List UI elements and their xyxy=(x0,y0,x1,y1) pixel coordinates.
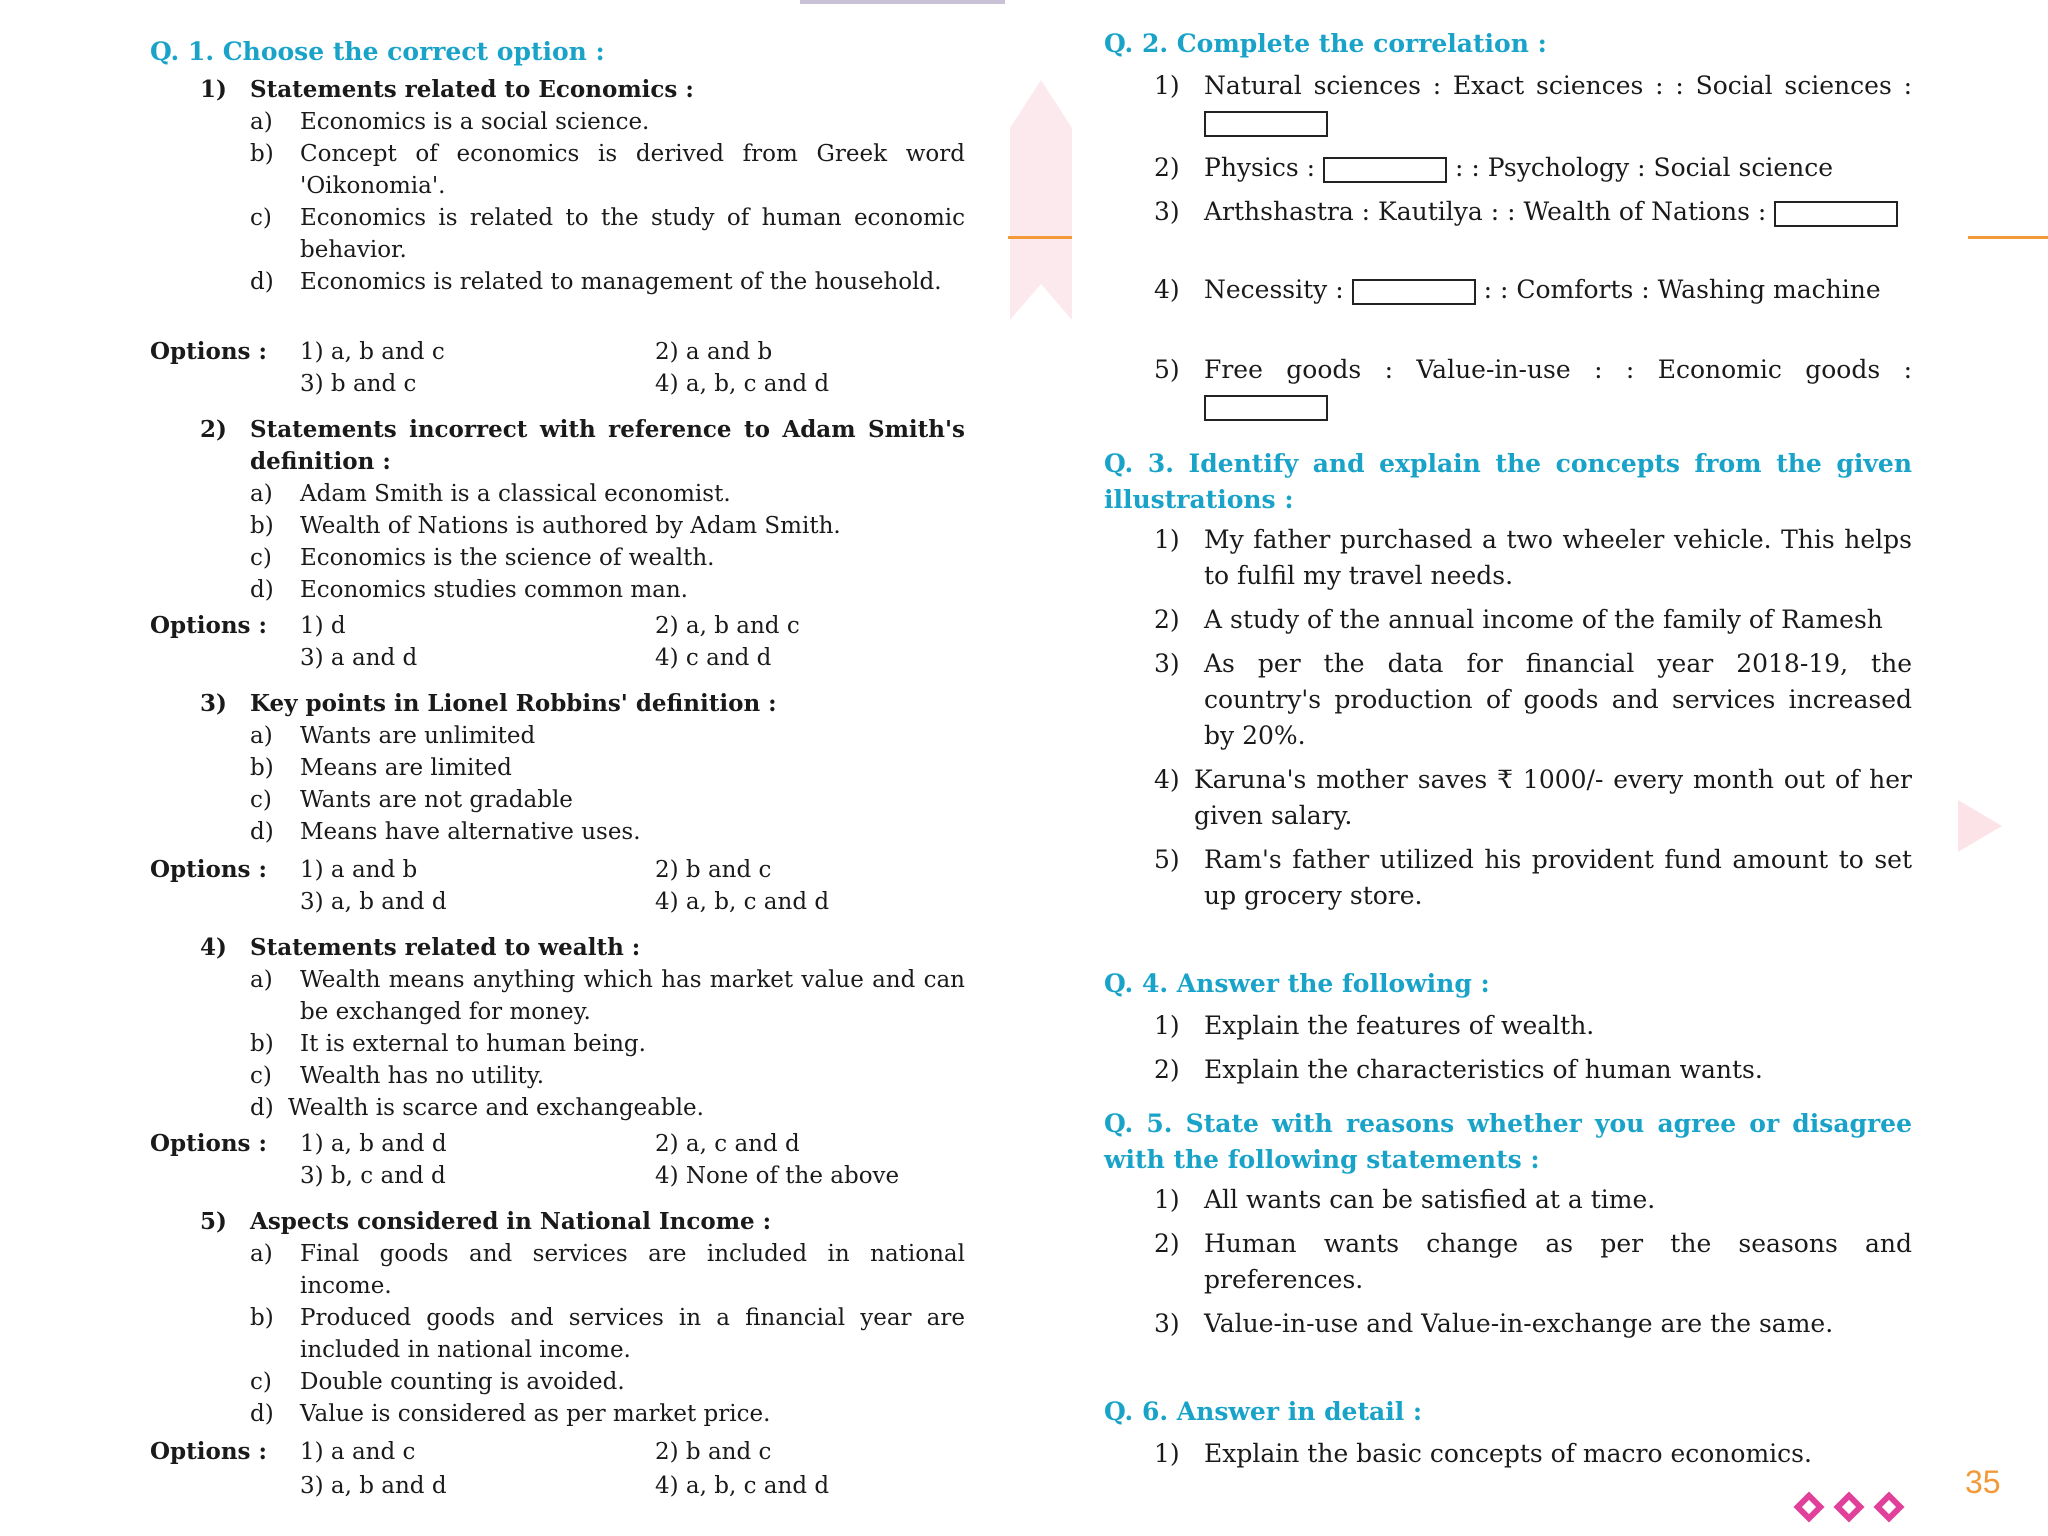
options-label: Options : xyxy=(150,856,267,883)
bookmark-ribbon-decoration xyxy=(1010,80,1072,320)
option: 3) a and d xyxy=(300,645,418,671)
option: 1) a and b xyxy=(300,857,418,883)
option: 4) c and d xyxy=(655,645,772,671)
list-item: a) Economics is a social science. xyxy=(250,109,650,135)
list-item: 2) A study of the annual income of the family of Ramesh xyxy=(1154,605,1883,634)
answer-blank[interactable] xyxy=(1774,201,1898,227)
diamond-ornament-icon xyxy=(1793,1491,1824,1522)
sub-number: 4) xyxy=(200,934,227,961)
q1-sub1-items xyxy=(250,106,965,298)
q5-items xyxy=(1154,1182,1912,1342)
q2-item-3: 3) Arthshastra : Kautilya : : Wealth of Nations : xyxy=(1154,194,1912,230)
q1-sub2-items xyxy=(250,478,965,606)
list-item: d) Wealth is scarce and exchangeable. xyxy=(250,1095,704,1121)
q1-sub5-items xyxy=(250,1238,965,1430)
accent-line-right xyxy=(1968,236,2048,239)
list-item: a) Wants are unlimited xyxy=(250,723,536,749)
answer-blank[interactable] xyxy=(1204,395,1328,421)
list-item: 2) Human wants change as per the seasons and preferences. xyxy=(1154,1229,1912,1294)
q3-heading: Q. 3. Identify and explain the concepts from the given illustrations : xyxy=(1104,449,1912,514)
q1-heading: Q. 1. Choose the correct option : xyxy=(150,37,605,66)
sub-title: Statements related to Economics : xyxy=(250,76,694,103)
q2-item-2: 2) Physics : : : Psychology : Social science xyxy=(1154,153,1834,182)
list-item: d) Economics studies common man. xyxy=(250,577,688,603)
answer-blank[interactable] xyxy=(1352,279,1476,305)
q2-heading: Q. 2. Complete the correlation : xyxy=(1104,29,1547,58)
q1-sub3 xyxy=(200,688,965,720)
list-item: c) Wealth has no utility. xyxy=(250,1063,545,1089)
q3-items xyxy=(1154,522,1912,914)
answer-blank[interactable] xyxy=(1323,157,1447,183)
option: 1) a and c xyxy=(300,1439,416,1465)
option: 2) a and b xyxy=(655,339,773,365)
list-item: b) Wealth of Nations is authored by Adam Smith. xyxy=(250,513,841,539)
q1-sub3-items xyxy=(250,720,965,848)
list-item: 5) Ram's father utilized his provident fund amount to set up grocery store. xyxy=(1154,845,1912,910)
q1-sub4 xyxy=(200,932,965,964)
q5-heading: Q. 5. State with reasons whether you agree or disagree with the following statements : xyxy=(1104,1109,1912,1174)
sub-number: 1) xyxy=(200,76,227,103)
option: 4) a, b, c and d xyxy=(655,371,830,397)
sub-title: Statements incorrect with reference to Adam Smith's definition : xyxy=(250,416,965,475)
list-item: d) Economics is related to management of the household. xyxy=(250,269,942,295)
q1-sub1-options xyxy=(150,336,965,400)
list-item: 1) All wants can be satisfied at a time. xyxy=(1154,1185,1656,1214)
list-item: d) Means have alternative uses. xyxy=(250,819,641,845)
q2-item-4: 4) Necessity : : : Comforts : Washing machine xyxy=(1154,275,1881,304)
option: 3) b, c and d xyxy=(300,1163,446,1189)
list-item: 3) As per the data for financial year 2018-19, the country's production of goods and services increased by 20%. xyxy=(1154,649,1912,750)
option: 1) d xyxy=(300,613,346,639)
list-item: 2) Explain the characteristics of human wants. xyxy=(1154,1055,1763,1084)
page-top-edge xyxy=(800,0,1005,4)
option: 2) a, c and d xyxy=(655,1131,800,1157)
sub-title: Key points in Lionel Robbins' definition : xyxy=(250,690,777,717)
q2-item-1: 1) Natural sciences : Exact sciences : : Social sciences : xyxy=(1154,68,1912,140)
diamond-ornament-icon xyxy=(1873,1491,1904,1522)
option: 2) a, b and c xyxy=(655,613,800,639)
list-item: b) Concept of economics is derived from Greek word 'Oikonomia'. xyxy=(250,141,965,199)
list-item: c) Economics is related to the study of human economic behavior. xyxy=(250,205,965,263)
q6-heading: Q. 6. Answer in detail : xyxy=(1104,1397,1423,1426)
q1-sub5 xyxy=(200,1206,965,1238)
list-item: c) Wants are not gradable xyxy=(250,787,573,813)
list-item: a) Wealth means anything which has market value and can be exchanged for money. xyxy=(250,967,965,1025)
options-label: Options : xyxy=(150,1438,267,1465)
list-item: 1) Explain the basic concepts of macro economics. xyxy=(1154,1439,1812,1468)
option: 4) a, b, c and d xyxy=(655,889,830,915)
answer-blank[interactable] xyxy=(1204,111,1328,137)
list-item: 1) My father purchased a two wheeler vehicle. This helps to fulfil my travel needs. xyxy=(1154,525,1912,590)
q2-item-5: 5) Free goods : Value-in-use : : Economic goods : xyxy=(1154,352,1912,424)
option: 3) a, b and d xyxy=(300,1473,447,1499)
sub-title: Statements related to wealth : xyxy=(250,934,641,961)
q1-sub4-items xyxy=(250,964,965,1124)
option: 2) b and c xyxy=(655,857,772,883)
diamond-ornament-icon xyxy=(1833,1491,1864,1522)
triangle-decoration xyxy=(1958,800,2002,852)
list-item: a) Adam Smith is a classical economist. xyxy=(250,481,731,507)
list-item: d) Value is considered as per market price. xyxy=(250,1401,771,1427)
option: 1) a, b and d xyxy=(300,1131,447,1157)
option: 4) None of the above xyxy=(655,1163,900,1189)
q1-sub1 xyxy=(200,74,965,106)
list-item: a) Final goods and services are included in national income. xyxy=(250,1241,965,1299)
sub-title: Aspects considered in National Income : xyxy=(250,1208,772,1235)
options-label: Options : xyxy=(150,612,267,639)
page-number: 35 xyxy=(1965,1464,2001,1500)
options-label: Options : xyxy=(150,338,267,365)
option: 3) a, b and d xyxy=(300,889,447,915)
accent-line-left xyxy=(1008,236,1072,239)
list-item: b) It is external to human being. xyxy=(250,1031,646,1057)
list-item: 3) Value-in-use and Value-in-exchange are the same. xyxy=(1154,1309,1834,1338)
list-item: 4) Karuna's mother saves ₹ 1000/- every month out of her given salary. xyxy=(1154,765,1912,830)
q1-sub3-options xyxy=(150,854,965,918)
q1-sub5-options xyxy=(150,1436,965,1500)
option: 1) a, b and c xyxy=(300,339,445,365)
q4-items xyxy=(1154,1008,1912,1088)
list-item: c) Double counting is avoided. xyxy=(250,1369,625,1395)
option: 3) b and c xyxy=(300,371,417,397)
q1-sub2-options xyxy=(150,610,965,674)
sub-number: 5) xyxy=(200,1208,227,1235)
list-item: c) Economics is the science of wealth. xyxy=(250,545,715,571)
option: 2) b and c xyxy=(655,1439,772,1465)
list-item: b) Means are limited xyxy=(250,755,512,781)
list-item: b) Produced goods and services in a financial year are included in national income. xyxy=(250,1305,965,1363)
list-item: 1) Explain the features of wealth. xyxy=(1154,1011,1595,1040)
q6-items xyxy=(1154,1436,1912,1472)
sub-number: 3) xyxy=(200,690,227,717)
q1-sub4-options xyxy=(150,1128,965,1192)
q1-sub2 xyxy=(200,414,965,478)
q4-heading: Q. 4. Answer the following : xyxy=(1104,969,1490,998)
options-label: Options : xyxy=(150,1130,267,1157)
option: 4) a, b, c and d xyxy=(655,1473,830,1499)
sub-number: 2) xyxy=(200,416,227,443)
